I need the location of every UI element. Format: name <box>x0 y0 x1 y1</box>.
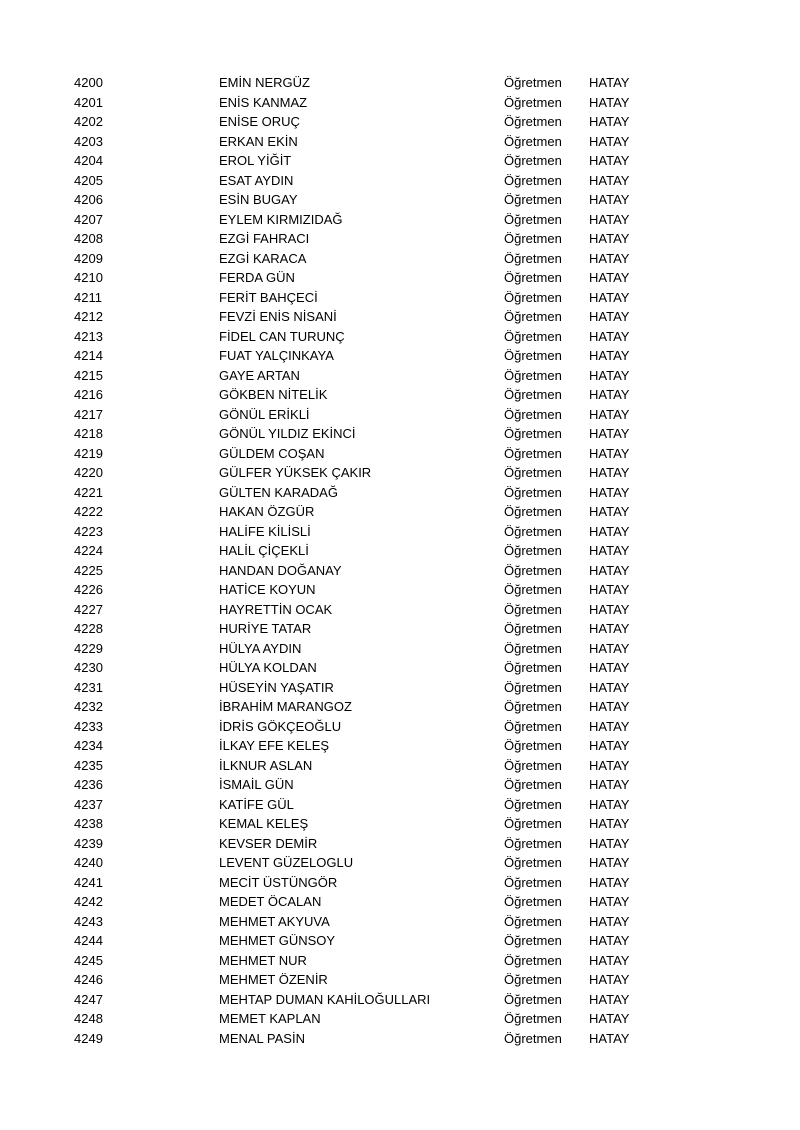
person-city: HATAY <box>589 777 630 792</box>
person-city: HATAY <box>589 250 630 266</box>
person-title: Öğretmen <box>504 718 562 734</box>
table-row <box>0 775 800 795</box>
table-row <box>0 229 800 249</box>
person-title: Öğretmen <box>504 562 562 578</box>
person-title: Öğretmen <box>504 270 562 285</box>
row-number: 4201 <box>74 94 103 110</box>
person-name: KEVSER DEMİR <box>219 835 318 851</box>
person-title: Öğretmen <box>504 75 562 90</box>
table-row <box>0 795 800 815</box>
person-name: FERİT BAHÇECİ <box>219 289 318 305</box>
person-city: HATAY <box>589 601 630 617</box>
person-name: GÜLTEN KARADAĞ <box>219 484 338 500</box>
row-number: 4210 <box>74 270 103 285</box>
person-title: Öğretmen <box>504 835 562 851</box>
person-title: Öğretmen <box>504 855 562 870</box>
person-name: MEMET KAPLAN <box>219 1011 321 1026</box>
person-city: HATAY <box>589 465 630 480</box>
person-city: HATAY <box>589 211 630 227</box>
person-name: HÜSEYİN YAŞATIR <box>219 679 334 695</box>
person-name: GÖNÜL ERİKLİ <box>219 406 310 422</box>
person-title: Öğretmen <box>504 660 562 675</box>
person-name: HÜLYA AYDIN <box>219 640 302 656</box>
person-city: HATAY <box>589 621 630 636</box>
person-city: HATAY <box>589 328 630 344</box>
row-number: 4211 <box>74 289 102 305</box>
person-title: Öğretmen <box>504 309 562 324</box>
person-title: Öğretmen <box>504 133 562 149</box>
person-city: HATAY <box>589 952 630 968</box>
person-name: FİDEL CAN TURUNÇ <box>219 328 345 344</box>
person-title: Öğretmen <box>504 367 562 383</box>
person-title: Öğretmen <box>504 874 562 890</box>
table-row <box>0 541 800 561</box>
person-name: HAYRETTİN OCAK <box>219 601 333 617</box>
person-name: MEHTAP DUMAN KAHİLOĞULLARI <box>219 991 431 1007</box>
person-title: Öğretmen <box>504 231 562 246</box>
table-row <box>0 639 800 659</box>
person-name: GÜLFER YÜKSEK ÇAKIR <box>219 465 372 480</box>
person-name: MEHMET AKYUVA <box>219 913 330 929</box>
person-city: HATAY <box>589 933 630 948</box>
person-title: Öğretmen <box>504 289 562 305</box>
person-name: EZGİ KARACA <box>219 250 307 266</box>
person-name: İLKNUR ASLAN <box>219 757 313 773</box>
table-row <box>0 697 800 717</box>
person-city: HATAY <box>589 855 630 870</box>
table-row <box>0 931 800 951</box>
person-city: HATAY <box>589 484 630 500</box>
row-number: 4244 <box>74 933 103 948</box>
table-row <box>0 619 800 639</box>
table-row <box>0 307 800 327</box>
person-name: HANDAN DOĞANAY <box>219 562 342 578</box>
person-title: Öğretmen <box>504 972 562 987</box>
person-title: Öğretmen <box>504 328 562 344</box>
person-name: KEMAL KELEŞ <box>219 816 309 831</box>
person-name: HAKAN ÖZGÜR <box>219 504 315 519</box>
row-number: 4226 <box>74 582 103 597</box>
person-city: HATAY <box>589 75 630 90</box>
person-title: Öğretmen <box>504 582 562 597</box>
table-row <box>0 853 800 873</box>
row-number: 4238 <box>74 816 103 831</box>
row-number: 4240 <box>74 855 103 870</box>
person-title: Öğretmen <box>504 153 562 168</box>
person-title: Öğretmen <box>504 523 562 539</box>
person-city: HATAY <box>589 504 630 519</box>
person-city: HATAY <box>589 387 630 402</box>
person-city: HATAY <box>589 445 630 461</box>
person-name: MEHMET NUR <box>219 952 307 968</box>
person-name: GÜLDEM COŞAN <box>219 445 325 461</box>
person-name: HALİL ÇİÇEKLİ <box>219 543 309 558</box>
person-city: HATAY <box>589 796 630 812</box>
row-number: 4235 <box>74 757 103 773</box>
table-row <box>0 366 800 386</box>
person-city: HATAY <box>589 309 630 324</box>
person-name: HALİFE KİLİSLİ <box>219 523 311 539</box>
table-row <box>0 93 800 113</box>
person-city: HATAY <box>589 270 630 285</box>
row-number: 4213 <box>74 328 103 344</box>
table-row <box>0 970 800 990</box>
person-name: FERDA GÜN <box>219 270 295 285</box>
row-number: 4230 <box>74 660 103 675</box>
table-row <box>0 756 800 776</box>
person-title: Öğretmen <box>504 1011 562 1026</box>
person-title: Öğretmen <box>504 738 562 753</box>
person-city: HATAY <box>589 406 630 422</box>
person-name: MENAL PASİN <box>219 1030 305 1046</box>
person-city: HATAY <box>589 153 630 168</box>
table-row <box>0 502 800 522</box>
person-city: HATAY <box>589 192 630 207</box>
person-city: HATAY <box>589 718 630 734</box>
person-city: HATAY <box>589 972 630 987</box>
table-row <box>0 736 800 756</box>
row-number: 4229 <box>74 640 103 656</box>
row-number: 4207 <box>74 211 103 227</box>
row-number: 4232 <box>74 699 103 714</box>
person-name: İLKAY EFE KELEŞ <box>219 738 330 753</box>
row-number: 4218 <box>74 426 103 441</box>
person-title: Öğretmen <box>504 621 562 636</box>
person-city: HATAY <box>589 562 630 578</box>
person-title: Öğretmen <box>504 211 562 227</box>
person-city: HATAY <box>589 991 630 1007</box>
person-name: İBRAHİM MARANGOZ <box>219 699 352 714</box>
person-name: ENİS KANMAZ <box>219 94 308 110</box>
person-name: GÖKBEN NİTELİK <box>219 387 328 402</box>
table-row <box>0 73 800 93</box>
row-number: 4237 <box>74 796 103 812</box>
person-name: MECİT ÜSTÜNGÖR <box>219 874 338 890</box>
table-row <box>0 522 800 542</box>
row-number: 4202 <box>74 114 103 129</box>
row-number: 4200 <box>74 75 103 90</box>
person-city: HATAY <box>589 543 630 558</box>
person-name: FEVZİ ENİS NİSANİ <box>219 309 337 324</box>
person-city: HATAY <box>589 348 630 363</box>
table-row <box>0 424 800 444</box>
person-city: HATAY <box>589 231 630 246</box>
person-city: HATAY <box>589 640 630 656</box>
table-row <box>0 483 800 503</box>
person-name: KATİFE GÜL <box>219 796 294 812</box>
person-name: HÜLYA KOLDAN <box>219 660 317 675</box>
person-city: HATAY <box>589 289 630 305</box>
row-number: 4206 <box>74 192 103 207</box>
row-number: 4243 <box>74 913 103 929</box>
person-title: Öğretmen <box>504 777 562 792</box>
table-row <box>0 132 800 152</box>
person-city: HATAY <box>589 738 630 753</box>
person-city: HATAY <box>589 894 630 909</box>
table-row <box>0 658 800 678</box>
person-name: EZGİ FAHRACI <box>219 231 310 246</box>
person-name: İDRİS GÖKÇEOĞLU <box>219 718 342 734</box>
person-city: HATAY <box>589 114 630 129</box>
person-title: Öğretmen <box>504 387 562 402</box>
person-title: Öğretmen <box>504 445 562 461</box>
row-number: 4247 <box>74 991 103 1007</box>
person-name: GÖNÜL YILDIZ EKİNCİ <box>219 426 356 441</box>
row-number: 4216 <box>74 387 103 402</box>
row-number: 4245 <box>74 952 103 968</box>
table-row <box>0 405 800 425</box>
table-row <box>0 151 800 171</box>
table-row <box>0 385 800 405</box>
table-row <box>0 171 800 191</box>
person-city: HATAY <box>589 1030 630 1046</box>
row-number: 4225 <box>74 562 103 578</box>
table-row <box>0 327 800 347</box>
person-city: HATAY <box>589 816 630 831</box>
table-row <box>0 190 800 210</box>
person-title: Öğretmen <box>504 1030 562 1046</box>
person-name: ENİSE ORUÇ <box>219 114 300 129</box>
row-number: 4208 <box>74 231 103 246</box>
table-row <box>0 873 800 893</box>
person-city: HATAY <box>589 426 630 441</box>
person-title: Öğretmen <box>504 484 562 500</box>
row-number: 4214 <box>74 348 103 363</box>
table-row <box>0 288 800 308</box>
row-number: 4215 <box>74 367 103 383</box>
person-title: Öğretmen <box>504 250 562 266</box>
row-number: 4242 <box>74 894 103 909</box>
row-number: 4248 <box>74 1011 103 1026</box>
person-city: HATAY <box>589 582 630 597</box>
person-name: GAYE ARTAN <box>219 367 300 383</box>
person-city: HATAY <box>589 679 630 695</box>
row-number: 4222 <box>74 504 103 519</box>
table-row <box>0 892 800 912</box>
row-number: 4219 <box>74 445 103 461</box>
person-title: Öğretmen <box>504 952 562 968</box>
person-city: HATAY <box>589 367 630 383</box>
row-number: 4223 <box>74 523 103 539</box>
person-city: HATAY <box>589 133 630 149</box>
table-row <box>0 346 800 366</box>
person-name: ESİN BUGAY <box>219 192 298 207</box>
table-row <box>0 834 800 854</box>
person-title: Öğretmen <box>504 699 562 714</box>
row-number: 4233 <box>74 718 103 734</box>
person-name: İSMAİL GÜN <box>219 777 294 792</box>
person-name: ESAT AYDIN <box>219 172 294 188</box>
row-number: 4241 <box>74 874 103 890</box>
person-title: Öğretmen <box>504 465 562 480</box>
person-title: Öğretmen <box>504 426 562 441</box>
row-number: 4221 <box>74 484 103 500</box>
row-number: 4231 <box>74 679 103 695</box>
row-number: 4249 <box>74 1030 103 1046</box>
table-row <box>0 580 800 600</box>
row-number: 4227 <box>74 601 103 617</box>
row-number: 4236 <box>74 777 103 792</box>
person-city: HATAY <box>589 757 630 773</box>
person-title: Öğretmen <box>504 816 562 831</box>
table-row <box>0 1029 800 1049</box>
person-city: HATAY <box>589 835 630 851</box>
table-row <box>0 717 800 737</box>
person-title: Öğretmen <box>504 543 562 558</box>
person-name: MEDET ÖCALAN <box>219 894 322 909</box>
row-number: 4220 <box>74 465 103 480</box>
table-row <box>0 561 800 581</box>
table-row <box>0 112 800 132</box>
person-title: Öğretmen <box>504 679 562 695</box>
personnel-list <box>0 73 800 1048</box>
row-number: 4217 <box>74 406 103 422</box>
person-city: HATAY <box>589 874 630 890</box>
person-city: HATAY <box>589 1011 630 1026</box>
person-title: Öğretmen <box>504 640 562 656</box>
person-city: HATAY <box>589 172 630 188</box>
person-title: Öğretmen <box>504 796 562 812</box>
person-city: HATAY <box>589 94 630 110</box>
person-title: Öğretmen <box>504 894 562 909</box>
person-name: ERKAN EKİN <box>219 133 298 149</box>
table-row <box>0 990 800 1010</box>
person-name: FUAT YALÇINKAYA <box>219 348 334 363</box>
person-title: Öğretmen <box>504 114 562 129</box>
table-row <box>0 678 800 698</box>
person-title: Öğretmen <box>504 991 562 1007</box>
person-title: Öğretmen <box>504 94 562 110</box>
person-name: EYLEM KIRMIZIDAĞ <box>219 211 343 227</box>
person-title: Öğretmen <box>504 601 562 617</box>
row-number: 4209 <box>74 250 103 266</box>
person-title: Öğretmen <box>504 348 562 363</box>
person-title: Öğretmen <box>504 172 562 188</box>
row-number: 4234 <box>74 738 103 753</box>
table-row <box>0 444 800 464</box>
person-title: Öğretmen <box>504 406 562 422</box>
row-number: 4239 <box>74 835 103 851</box>
person-city: HATAY <box>589 913 630 929</box>
table-row <box>0 210 800 230</box>
person-name: MEHMET GÜNSOY <box>219 933 336 948</box>
row-number: 4204 <box>74 153 103 168</box>
table-row <box>0 268 800 288</box>
row-number: 4228 <box>74 621 103 636</box>
person-name: HATİCE KOYUN <box>219 582 316 597</box>
person-city: HATAY <box>589 699 630 714</box>
person-title: Öğretmen <box>504 757 562 773</box>
person-name: EMİN NERGÜZ <box>219 75 310 90</box>
person-title: Öğretmen <box>504 192 562 207</box>
person-name: EROL YİĞİT <box>219 153 292 168</box>
table-row <box>0 951 800 971</box>
person-city: HATAY <box>589 523 630 539</box>
row-number: 4205 <box>74 172 103 188</box>
table-row <box>0 1009 800 1029</box>
table-row <box>0 600 800 620</box>
table-row <box>0 249 800 269</box>
person-title: Öğretmen <box>504 504 562 519</box>
table-row <box>0 814 800 834</box>
person-title: Öğretmen <box>504 913 562 929</box>
person-name: MEHMET ÖZENİR <box>219 972 328 987</box>
person-name: LEVENT GÜZELOGLU <box>219 855 354 870</box>
person-city: HATAY <box>589 660 630 675</box>
row-number: 4212 <box>74 309 103 324</box>
row-number: 4246 <box>74 972 103 987</box>
person-name: HURİYE TATAR <box>219 621 312 636</box>
table-row <box>0 912 800 932</box>
row-number: 4224 <box>74 543 103 558</box>
row-number: 4203 <box>74 133 103 149</box>
table-row <box>0 463 800 483</box>
person-title: Öğretmen <box>504 933 562 948</box>
